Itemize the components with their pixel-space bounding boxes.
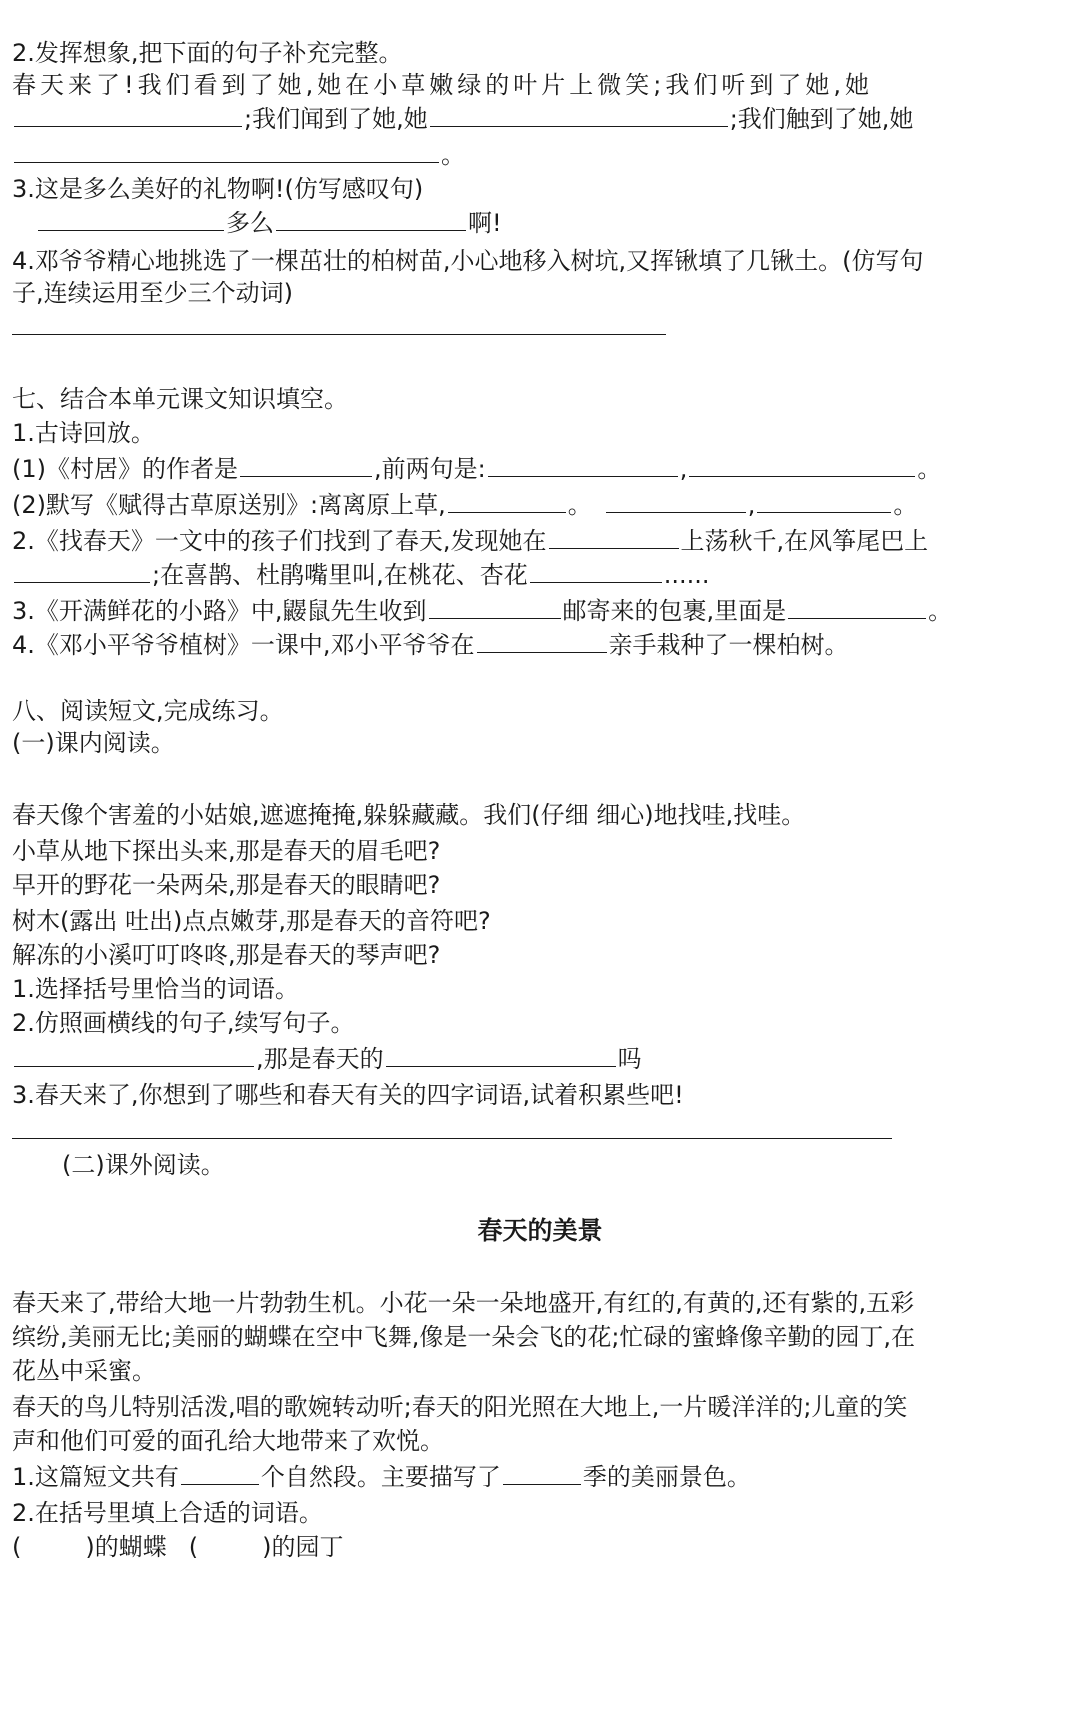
q2-line3 [12,140,1068,170]
answer-blank[interactable] [503,1462,581,1485]
section7-heading: 七、结合本单元课文知识填空。 [12,385,348,413]
s7-i2-c: ;在喜鹊、杜鹃嘴里叫,在桃花、杏花 [152,561,528,589]
q2-line2-a: ;我们闻到了她,她 [244,105,428,133]
s7-p1-d: 。 [917,455,942,483]
story-line1: 春天来了,带给大地一片勃勃生机。小花一朵一朵地盛开,有红的,有黄的,还有紫的,五彩 [12,1289,915,1317]
s7-i4-b: 亲手栽种了一棵柏树。 [608,631,849,659]
answer-blank[interactable] [606,490,746,513]
s7-p2-c: , [747,491,756,519]
exercise2: 2.在括号里填上合适的词语。 [12,1499,323,1527]
answer-blank[interactable] [788,596,926,619]
e1-c: 季的美丽景色。 [582,1463,751,1491]
exercise1 [12,1462,1068,1492]
s8-sub1: (一)课内阅读。 [12,729,175,757]
s7-p1-a: (1)《村居》的作者是 [12,455,238,483]
s8-q2: 2.仿照画横线的句子,续写句子。 [12,1009,355,1037]
s8-sub2: (二)课外阅读。 [62,1151,225,1179]
s7-poem2 [12,490,1068,520]
story-line3: 花丛中采蜜。 [12,1357,156,1385]
s7-i2-a: 2.《找春天》一文中的孩子们找到了春天,发现她在 [12,527,547,555]
q3-end: 啊! [468,209,502,237]
e2-open2: ( [188,1533,199,1561]
answer-blank[interactable] [14,140,439,163]
s8-q2-mid: ,那是春天的 [256,1045,384,1073]
reading-para5: 解冻的小溪叮叮咚咚,那是春天的琴声吧? [12,941,441,969]
q3-line [36,208,1068,238]
s7-item2-line2 [12,560,1068,590]
s8-q2-end: 吗 [617,1045,642,1073]
exercise2-items [12,1532,1068,1562]
reading-para1: 春天像个害羞的小姑娘,遮遮掩掩,躲躲藏藏。我们(仔细 细心)地找哇,找哇。 [12,801,806,829]
s8-q2-answer [12,1044,1068,1074]
story-line4: 春天的鸟儿特别活泼,唱的歌婉转动听;春天的阳光照在大地上,一片暖洋洋的;儿童的笑 [12,1393,908,1421]
s7-i4-a: 4.《邓小平爷爷植树》一课中,邓小平爷爷在 [12,631,475,659]
answer-blank[interactable] [448,490,566,513]
q2-line3-end: 。 [441,141,465,169]
s7-p2-b: 。 [567,491,592,519]
answer-blank[interactable] [477,630,607,653]
answer-blank[interactable] [14,1044,254,1067]
e2-open1: ( [12,1533,22,1561]
answer-blank[interactable] [430,104,728,127]
s7-i2-d: ...... [663,561,710,589]
s7-item2-line1 [12,526,1068,556]
answer-blank[interactable] [429,596,561,619]
q2-line2 [12,104,1068,134]
answer-blank[interactable] [549,526,679,549]
q4-line1: 4.邓爷爷精心地挑选了一棵茁壮的柏树苗,小心地移入树坑,又挥锹填了几锹土。(仿写句 [12,247,924,275]
e1-b: 个自然段。主要描写了 [260,1463,501,1491]
answer-line[interactable] [12,334,666,335]
answer-blank[interactable] [689,454,915,477]
s7-i3-b: 邮寄来的包裹,里面是 [562,597,787,625]
answer-blank[interactable] [14,560,150,583]
answer-blank[interactable] [276,208,466,231]
reading-para3: 早开的野花一朵两朵,那是春天的眼睛吧? [12,871,441,899]
s7-p2-a: (2)默写《赋得古草原送别》:离离原上草, [12,491,446,519]
answer-blank[interactable] [181,1462,259,1485]
answer-blank[interactable] [240,454,372,477]
s7-p2-d: 。 [893,491,918,519]
q2-line1: 春天来了!我们看到了她,她在小草嫩绿的叶片上微笑;我们听到了她,她 [12,71,873,99]
s7-item4 [12,630,1068,660]
e1-a: 1.这篇短文共有 [12,1463,179,1491]
s7-item1: 1.古诗回放。 [12,419,155,447]
answer-blank[interactable] [38,208,224,231]
q2-title: 2.发挥想象,把下面的句子补充完整。 [12,39,403,67]
answer-blank[interactable] [488,454,678,477]
story-title: 春天的美景 [477,1216,603,1245]
q2-line2-b: ;我们触到了她,她 [729,105,914,133]
story-line5: 声和他们可爱的面孔给大地带来了欢悦。 [12,1427,444,1455]
story-line2: 缤纷,美丽无比;美丽的蝴蝶在空中飞舞,像是一朵会飞的花;忙碌的蜜蜂像辛勤的园丁,在 [12,1323,916,1351]
s7-i2-b: 上荡秋千,在风筝尾巴上 [680,527,929,555]
answer-blank[interactable] [530,560,662,583]
s7-item3 [12,596,1068,626]
s8-q3: 3.春天来了,你想到了哪些和春天有关的四字词语,试着积累些吧! [12,1081,684,1109]
q4-line2: 子,连续运用至少三个动词) [12,279,293,307]
s7-i3-c: 。 [928,597,953,625]
answer-blank[interactable] [386,1044,616,1067]
s7-p1-c: , [679,455,688,483]
answer-line[interactable] [12,1138,892,1139]
answer-blank[interactable] [14,104,242,127]
reading-para2: 小草从地下探出头来,那是春天的眉毛吧? [12,837,441,865]
answer-blank[interactable] [757,490,891,513]
reading-para4: 树木(露出 吐出)点点嫩芽,那是春天的音符吧? [12,907,491,935]
e2-gardener: )的园丁 [262,1533,344,1561]
q3-mid: 多么 [226,209,274,237]
q3-title: 3.这是多么美好的礼物啊!(仿写感叹句) [12,175,424,203]
section8-heading: 八、阅读短文,完成练习。 [12,697,284,725]
s7-p1-b: ,前两句是: [374,455,486,483]
s7-poem1 [12,454,1068,484]
s7-i3-a: 3.《开满鲜花的小路》中,鼹鼠先生收到 [12,597,427,625]
e2-butterfly: )的蝴蝶 [85,1533,167,1561]
s8-q1: 1.选择括号里恰当的词语。 [12,975,299,1003]
